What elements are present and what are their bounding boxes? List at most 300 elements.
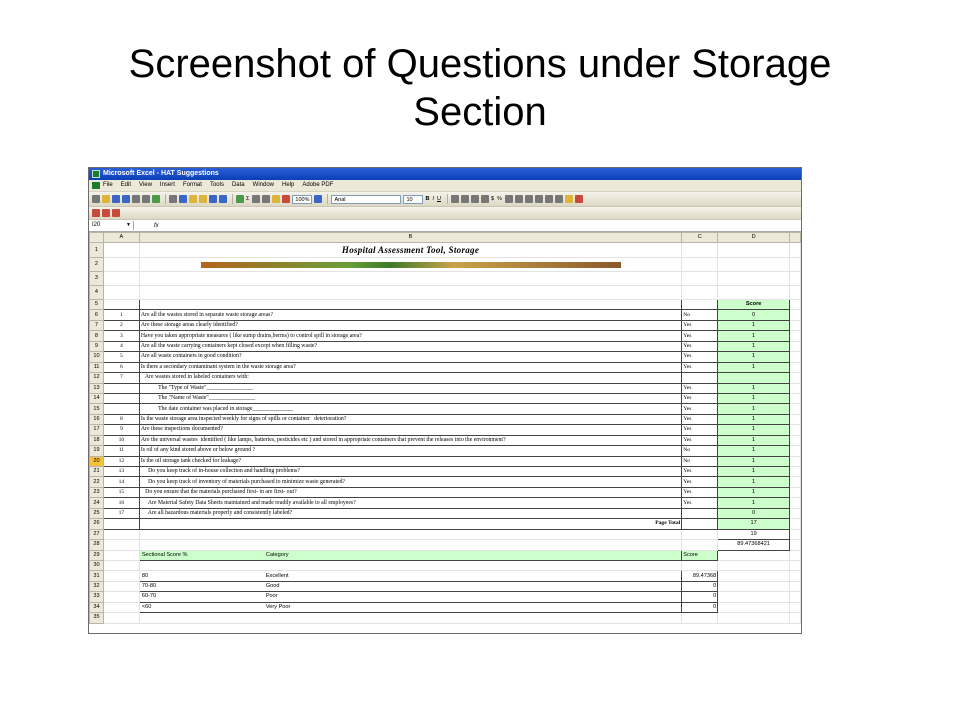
- column-header-d[interactable]: D: [718, 233, 790, 243]
- toolbar-separator: [232, 194, 233, 204]
- question-number[interactable]: 11: [103, 446, 139, 456]
- cell[interactable]: [103, 243, 139, 258]
- cell[interactable]: [103, 272, 139, 286]
- row-header[interactable]: 21: [90, 467, 104, 477]
- answer-cell[interactable]: [682, 373, 718, 383]
- worksheet-grid: [89, 232, 801, 624]
- percent-score-cell[interactable]: 89.47368421: [718, 540, 790, 550]
- row-header[interactable]: 17: [90, 425, 104, 435]
- question-number[interactable]: 12: [103, 456, 139, 466]
- help-icon[interactable]: [314, 195, 322, 203]
- question-text[interactable]: Is the waste storage area inspected weekly for signs of spills or container deterioration?: [139, 414, 681, 424]
- font-color-icon[interactable]: [575, 195, 583, 203]
- question-number[interactable]: [103, 383, 139, 393]
- cell[interactable]: [139, 613, 681, 623]
- answer-cell[interactable]: Yes: [682, 383, 718, 393]
- row-header[interactable]: 23: [90, 487, 104, 497]
- score-cell[interactable]: 1: [718, 383, 790, 393]
- name-box-dropdown-icon[interactable]: ▼: [126, 222, 131, 228]
- menu-view[interactable]: View: [139, 182, 152, 188]
- cell[interactable]: [790, 341, 801, 351]
- question-number[interactable]: 3: [103, 331, 139, 341]
- question-number[interactable]: 9: [103, 425, 139, 435]
- cell[interactable]: [718, 592, 790, 602]
- row-header[interactable]: 26: [90, 519, 104, 529]
- sectional-header[interactable]: [139, 550, 681, 560]
- score-range: 60-70: [141, 593, 157, 600]
- cell[interactable]: [790, 352, 801, 362]
- menu-window[interactable]: Window: [252, 182, 274, 188]
- row-header[interactable]: 1: [90, 243, 104, 258]
- cell[interactable]: [790, 487, 801, 497]
- menu-tools[interactable]: Tools: [209, 182, 224, 188]
- question-number[interactable]: 10: [103, 435, 139, 445]
- undo-icon[interactable]: [209, 195, 217, 203]
- answer-cell[interactable]: Yes: [682, 477, 718, 487]
- cell[interactable]: [790, 414, 801, 424]
- menu-file[interactable]: File: [103, 182, 113, 188]
- cell[interactable]: [139, 540, 681, 550]
- menu-format[interactable]: Format: [182, 182, 202, 188]
- question-row: [90, 456, 801, 466]
- row-header[interactable]: 15: [90, 404, 104, 414]
- question-number[interactable]: 7: [103, 373, 139, 383]
- question-number[interactable]: 4: [103, 341, 139, 351]
- menu-edit[interactable]: Edit: [120, 182, 132, 188]
- print-icon[interactable]: [132, 195, 140, 203]
- sectional-range-cell[interactable]: [139, 571, 681, 581]
- increase-indent-icon[interactable]: [545, 195, 553, 203]
- answer-cell[interactable]: No: [682, 310, 718, 320]
- cell[interactable]: [103, 581, 139, 591]
- row-header[interactable]: 24: [90, 498, 104, 508]
- question-text[interactable]: Are all the waste carrying containers kept closed except when filling waste?: [139, 341, 681, 351]
- row-header[interactable]: 7: [90, 320, 104, 330]
- fill-color-icon[interactable]: [565, 195, 573, 203]
- question-text[interactable]: Are Material Safety Data Sheets maintained and made readily available to all employees?: [139, 498, 681, 508]
- score-cell[interactable]: 1: [718, 414, 790, 424]
- row-header[interactable]: 3: [90, 272, 104, 286]
- question-number[interactable]: 6: [103, 362, 139, 372]
- cell[interactable]: [790, 540, 801, 550]
- merge-center-icon[interactable]: [481, 195, 489, 203]
- cell[interactable]: [718, 258, 790, 272]
- cell[interactable]: [682, 560, 718, 570]
- cell[interactable]: [718, 613, 790, 623]
- sectional-range-cell[interactable]: [139, 592, 681, 602]
- window-title: Microsoft Excel - HAT Suggestions: [103, 170, 219, 177]
- align-center-icon[interactable]: [461, 195, 469, 203]
- question-number[interactable]: 13: [103, 467, 139, 477]
- cell[interactable]: [790, 571, 801, 581]
- currency-button[interactable]: $: [490, 196, 495, 202]
- cell[interactable]: [718, 286, 790, 300]
- score-cell[interactable]: [718, 373, 790, 383]
- cell[interactable]: [718, 571, 790, 581]
- cell[interactable]: [790, 383, 801, 393]
- score-cell[interactable]: 1: [718, 404, 790, 414]
- cell[interactable]: [682, 519, 718, 529]
- answer-cell[interactable]: Yes: [682, 498, 718, 508]
- question-row: [90, 373, 801, 383]
- score-cell[interactable]: 1: [718, 446, 790, 456]
- cell[interactable]: [790, 519, 801, 529]
- score-cell[interactable]: 1: [718, 320, 790, 330]
- cell[interactable]: [139, 286, 681, 300]
- score-cell[interactable]: 1: [718, 362, 790, 372]
- cell[interactable]: [790, 272, 801, 286]
- banner-cell[interactable]: [139, 258, 681, 272]
- question-text[interactable]: Are the universal wastes identified ( like lamps, batteries, pesticides etc ) and stored in appropriate containers that prevent the releases into the environment?: [139, 435, 681, 445]
- cut-icon[interactable]: [169, 195, 177, 203]
- cell[interactable]: [790, 498, 801, 508]
- cell[interactable]: [790, 362, 801, 372]
- cell[interactable]: [103, 571, 139, 581]
- question-number[interactable]: 2: [103, 320, 139, 330]
- cell[interactable]: [790, 331, 801, 341]
- menu-help[interactable]: Help: [282, 182, 295, 188]
- score-cell[interactable]: 1: [718, 477, 790, 487]
- answer-cell[interactable]: Yes: [682, 352, 718, 362]
- chart-wizard-icon[interactable]: [272, 195, 280, 203]
- question-number[interactable]: 16: [103, 498, 139, 508]
- max-score-cell[interactable]: 19: [718, 529, 790, 539]
- sectional-range-cell[interactable]: [139, 581, 681, 591]
- drawing-icon[interactable]: [282, 195, 290, 203]
- decrease-indent-icon[interactable]: [535, 195, 543, 203]
- row-header[interactable]: 10: [90, 352, 104, 362]
- toolbar-separator: [447, 194, 448, 204]
- cell[interactable]: [103, 550, 139, 560]
- sort-descending-icon[interactable]: [262, 195, 270, 203]
- row-header[interactable]: 20: [90, 456, 104, 466]
- question-row: [90, 404, 801, 414]
- question-text[interactable]: Do you ensure that the materials purchased first- in are first- out?: [139, 487, 681, 497]
- score-cell[interactable]: 1: [718, 352, 790, 362]
- comma-style-icon[interactable]: [505, 195, 513, 203]
- question-text[interactable]: Are all the wastes stored in separate waste storage areas?: [139, 310, 681, 320]
- score-cell[interactable]: 1: [718, 341, 790, 351]
- toolbar-separator: [327, 194, 328, 204]
- cell[interactable]: [790, 467, 801, 477]
- question-text[interactable]: Do you keep track of in-house collection and handling problems?: [139, 467, 681, 477]
- row-header[interactable]: 22: [90, 477, 104, 487]
- underline-button[interactable]: U: [437, 196, 441, 202]
- cell[interactable]: [103, 286, 139, 300]
- row-header[interactable]: 11: [90, 362, 104, 372]
- cell[interactable]: [790, 435, 801, 445]
- score-range: 80: [141, 572, 149, 579]
- row-header[interactable]: 12: [90, 373, 104, 383]
- question-text[interactable]: Are wastes stored in labeled containers with:: [139, 373, 681, 383]
- score-cell[interactable]: 1: [718, 487, 790, 497]
- autosum-icon[interactable]: Σ: [246, 196, 250, 202]
- cell[interactable]: [139, 300, 681, 310]
- italic-button[interactable]: I: [432, 196, 434, 202]
- sectional-score-label: Sectional Score %: [141, 551, 188, 558]
- cell[interactable]: [790, 404, 801, 414]
- answer-cell[interactable]: Yes: [682, 467, 718, 477]
- hyperlink-icon[interactable]: [236, 195, 244, 203]
- question-text[interactable]: Is the oil storage tank checked for leakage?: [139, 456, 681, 466]
- print-preview-icon[interactable]: [142, 195, 150, 203]
- sectional-score-value[interactable]: 0: [682, 602, 718, 612]
- cell[interactable]: [790, 477, 801, 487]
- sort-ascending-icon[interactable]: [252, 195, 260, 203]
- name-box-value: I20: [92, 222, 101, 228]
- cell[interactable]: [103, 560, 139, 570]
- page-total-value[interactable]: 17: [718, 519, 790, 529]
- sectional-score-header[interactable]: Score: [682, 550, 718, 560]
- question-row: [90, 310, 801, 320]
- row-header[interactable]: 8: [90, 331, 104, 341]
- question-text[interactable]: Is there a secondary contaminant system in the waste storage area?: [139, 362, 681, 372]
- cell[interactable]: [682, 300, 718, 310]
- cell[interactable]: [682, 613, 718, 623]
- cell[interactable]: [682, 243, 718, 258]
- question-text[interactable]: The "Type of Waste"________________: [139, 383, 681, 393]
- question-text[interactable]: Have you taken appropriate measures ( like sump drains,berms) to control spill in storage area?: [139, 331, 681, 341]
- score-header[interactable]: Score: [718, 300, 790, 310]
- cell[interactable]: [103, 613, 139, 623]
- cell[interactable]: [103, 529, 139, 539]
- question-row: [90, 341, 801, 351]
- question-row: [90, 320, 801, 330]
- cell[interactable]: [790, 425, 801, 435]
- sectional-range-cell[interactable]: [139, 602, 681, 612]
- question-text[interactable]: Are all hazardous materials properly and consistently labeled?: [139, 508, 681, 518]
- cell[interactable]: [718, 550, 790, 560]
- answer-cell[interactable]: Yes: [682, 425, 718, 435]
- answer-cell[interactable]: Yes: [682, 331, 718, 341]
- answer-cell[interactable]: Yes: [682, 320, 718, 330]
- row-header[interactable]: 13: [90, 383, 104, 393]
- question-row: [90, 435, 801, 445]
- cell[interactable]: [790, 373, 801, 383]
- column-header-b[interactable]: B: [139, 233, 681, 243]
- column-header-e[interactable]: [790, 233, 801, 243]
- row-header[interactable]: 32: [90, 581, 104, 591]
- row-header[interactable]: 27: [90, 529, 104, 539]
- answer-cell[interactable]: Yes: [682, 341, 718, 351]
- score-cell[interactable]: 0: [718, 310, 790, 320]
- cell[interactable]: [790, 310, 801, 320]
- font-name-select[interactable]: Arial: [331, 195, 401, 204]
- answer-cell[interactable]: Yes: [682, 404, 718, 414]
- score-cell[interactable]: 1: [718, 456, 790, 466]
- row-header[interactable]: 9: [90, 341, 104, 351]
- sectional-score-value[interactable]: 0: [682, 581, 718, 591]
- select-all-corner[interactable]: [90, 233, 104, 243]
- sectional-score-value[interactable]: 0: [682, 592, 718, 602]
- answer-cell[interactable]: Yes: [682, 414, 718, 424]
- row-header[interactable]: 25: [90, 508, 104, 518]
- cell[interactable]: [103, 519, 139, 529]
- convert-to-pdf-icon[interactable]: [92, 209, 100, 217]
- cell[interactable]: [718, 581, 790, 591]
- decrease-decimal-icon[interactable]: [525, 195, 533, 203]
- score-cell[interactable]: 1: [718, 425, 790, 435]
- format-painter-icon[interactable]: [199, 195, 207, 203]
- save-icon[interactable]: [112, 195, 120, 203]
- cell[interactable]: [718, 560, 790, 570]
- row-header[interactable]: 6: [90, 310, 104, 320]
- category-name: Good: [265, 583, 280, 590]
- cell[interactable]: [790, 258, 801, 272]
- answer-cell[interactable]: [682, 508, 718, 518]
- question-row: [90, 425, 801, 435]
- cell[interactable]: [790, 602, 801, 612]
- cell[interactable]: [718, 272, 790, 286]
- cell[interactable]: [103, 540, 139, 550]
- insert-function-icon[interactable]: fx: [154, 222, 159, 229]
- answer-cell[interactable]: Yes: [682, 393, 718, 403]
- sheet-title-cell[interactable]: [139, 243, 681, 258]
- row-header[interactable]: 18: [90, 435, 104, 445]
- question-text[interactable]: Is oil of any kind stored above or below ground ?: [139, 446, 681, 456]
- score-range: 70-80: [141, 583, 157, 590]
- question-number[interactable]: 17: [103, 508, 139, 518]
- question-row: [90, 352, 801, 362]
- question-number[interactable]: 1: [103, 310, 139, 320]
- question-number[interactable]: 14: [103, 477, 139, 487]
- row-header[interactable]: 29: [90, 550, 104, 560]
- row-header[interactable]: 31: [90, 571, 104, 581]
- cell[interactable]: [790, 560, 801, 570]
- bold-button[interactable]: B: [425, 196, 430, 202]
- menu-insert[interactable]: Insert: [159, 182, 175, 188]
- excel-window: [88, 167, 802, 634]
- cell[interactable]: [790, 508, 801, 518]
- menu-adobe-pdf[interactable]: Adobe PDF: [302, 182, 334, 188]
- excel-app-icon: [92, 170, 100, 178]
- score-cell[interactable]: 1: [718, 498, 790, 508]
- convert-and-review-icon[interactable]: [112, 209, 120, 217]
- question-number[interactable]: 15: [103, 487, 139, 497]
- cell[interactable]: [682, 272, 718, 286]
- score-cell[interactable]: 1: [718, 331, 790, 341]
- question-text[interactable]: Are these storage areas clearly identified?: [139, 320, 681, 330]
- workbook-icon[interactable]: [92, 182, 100, 189]
- answer-cell[interactable]: Yes: [682, 487, 718, 497]
- new-icon[interactable]: [92, 195, 100, 203]
- zoom-select[interactable]: 100%: [292, 195, 312, 204]
- answer-cell[interactable]: No: [682, 446, 718, 456]
- menu-data[interactable]: Data: [231, 182, 245, 188]
- redo-icon[interactable]: [219, 195, 227, 203]
- cell[interactable]: [682, 258, 718, 272]
- cell[interactable]: [718, 602, 790, 612]
- question-text[interactable]: The date container was placed in storage______________: [139, 404, 681, 414]
- question-text[interactable]: Are these inspections documented?: [139, 425, 681, 435]
- spelling-icon[interactable]: [152, 195, 160, 203]
- question-text[interactable]: The "Name of Waste"________________: [139, 393, 681, 403]
- question-text[interactable]: Are all waste containers in good condition?: [139, 352, 681, 362]
- cell[interactable]: [139, 560, 681, 570]
- cell[interactable]: [790, 320, 801, 330]
- cell[interactable]: [682, 540, 718, 550]
- cell[interactable]: [718, 243, 790, 258]
- score-cell[interactable]: 1: [718, 435, 790, 445]
- row-header[interactable]: 28: [90, 540, 104, 550]
- align-left-icon[interactable]: [451, 195, 459, 203]
- column-header-c[interactable]: C: [682, 233, 718, 243]
- row-header[interactable]: 2: [90, 258, 104, 272]
- row-header[interactable]: 4: [90, 286, 104, 300]
- score-cell[interactable]: 1: [718, 467, 790, 477]
- window-titlebar[interactable]: [89, 168, 801, 180]
- cell[interactable]: [103, 258, 139, 272]
- question-number[interactable]: 8: [103, 414, 139, 424]
- cell[interactable]: [790, 286, 801, 300]
- cell[interactable]: [139, 272, 681, 286]
- align-right-icon[interactable]: [471, 195, 479, 203]
- question-row: [90, 393, 801, 403]
- formula-bar: [89, 220, 801, 232]
- question-number[interactable]: [103, 393, 139, 403]
- score-cell[interactable]: 0: [718, 508, 790, 518]
- row-header[interactable]: 14: [90, 393, 104, 403]
- name-box[interactable]: [89, 221, 134, 230]
- page-total-label[interactable]: Page Total: [139, 519, 681, 529]
- cell[interactable]: [139, 529, 681, 539]
- question-number[interactable]: [103, 404, 139, 414]
- cell[interactable]: [103, 602, 139, 612]
- cell[interactable]: [682, 529, 718, 539]
- cell[interactable]: [103, 300, 139, 310]
- cell[interactable]: [790, 243, 801, 258]
- cell[interactable]: [790, 613, 801, 623]
- permission-icon[interactable]: [122, 195, 130, 203]
- column-header-a[interactable]: A: [103, 233, 139, 243]
- cell[interactable]: [790, 592, 801, 602]
- open-icon[interactable]: [102, 195, 110, 203]
- row-header[interactable]: 19: [90, 446, 104, 456]
- pdf-toolbar: [89, 207, 801, 220]
- answer-cell[interactable]: Yes: [682, 362, 718, 372]
- row-header[interactable]: 16: [90, 414, 104, 424]
- answer-cell[interactable]: No: [682, 456, 718, 466]
- row-header[interactable]: 34: [90, 602, 104, 612]
- paste-icon[interactable]: [189, 195, 197, 203]
- borders-icon[interactable]: [555, 195, 563, 203]
- question-number[interactable]: 5: [103, 352, 139, 362]
- question-text[interactable]: Do you keep track of inventory of materials purchased to minimize waste generated?: [139, 477, 681, 487]
- cell[interactable]: [103, 592, 139, 602]
- answer-cell[interactable]: Yes: [682, 435, 718, 445]
- cell[interactable]: [790, 393, 801, 403]
- cell[interactable]: [790, 550, 801, 560]
- font-size-select[interactable]: 10: [403, 195, 423, 204]
- convert-and-email-icon[interactable]: [102, 209, 110, 217]
- score-cell[interactable]: 1: [718, 393, 790, 403]
- sectional-score-value[interactable]: 89.47368: [682, 571, 718, 581]
- row-header[interactable]: 30: [90, 560, 104, 570]
- cell[interactable]: [790, 446, 801, 456]
- row-header[interactable]: 33: [90, 592, 104, 602]
- cell[interactable]: [790, 581, 801, 591]
- cell[interactable]: [790, 529, 801, 539]
- row-header[interactable]: 35: [90, 613, 104, 623]
- cell[interactable]: [682, 286, 718, 300]
- cell[interactable]: [790, 456, 801, 466]
- increase-decimal-icon[interactable]: [515, 195, 523, 203]
- column-header-row: [90, 233, 801, 243]
- cell[interactable]: [790, 300, 801, 310]
- copy-icon[interactable]: [179, 195, 187, 203]
- percent-button[interactable]: %: [497, 196, 502, 202]
- row-header[interactable]: 5: [90, 300, 104, 310]
